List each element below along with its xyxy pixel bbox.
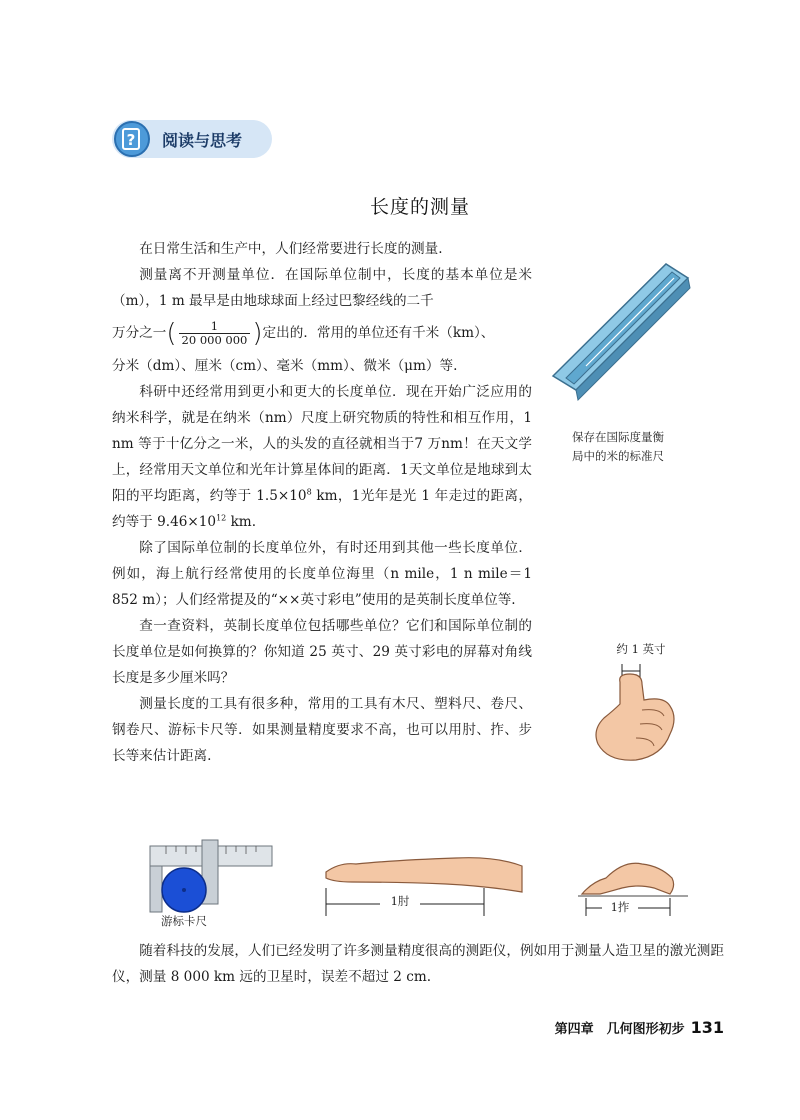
paragraph-1: 在日常生活和生产中，人们经常要进行长度的测量.: [139, 241, 443, 257]
paragraph-2b: 万分之一( $\frac{1}{20 000 000}$ )定出的．常用的单位还有千米（km）、: [112, 318, 495, 349]
paragraph-2a: 测量离不开测量单位．在国际单位制中，长度的基本单位是米（m），1 m 最早是由地球球面上经过巴黎经线的二千: [112, 267, 532, 309]
svg-text:?: ?: [126, 131, 136, 149]
paragraph-5: 查一查资料，英制长度单位包括哪些单位？它们和国际单位制的长度单位是如何换算的？你知道 25 英寸、29 英寸彩电的屏幕对角线长度是多少厘米吗？: [112, 617, 532, 686]
meter-caption-line-1: 保存在国际度量衡: [572, 430, 664, 444]
paragraph-3: 科研中还经常用到更小和更大的长度单位．现在开始广泛应用的纳米科学，就是在纳米（nm）尺度上研究物质的特性和相互作用，1 nm 等于十亿分之一米，人的头发的直径就相当于7 万nm！在天文学上，经常用天文单位和光年计算星体间的距离．1天文单位是地球到太阳的平均距离，约等于 $1.5\times 10^8$ km，1光年是光 1 年走过的距离，约等于 $9.46\times 10^{12}$ km.: [112, 383, 532, 530]
paragraph-2c: 分米（dm）、厘米（cm）、毫米（mm）、微米（μm）等.: [112, 357, 458, 374]
fraction-denominator: 20 000 000: [181, 333, 248, 347]
thumb-inch-illustration: [590, 660, 690, 770]
page-footer: [520, 1018, 724, 1037]
exponent-12: 12: [216, 512, 227, 522]
inch-label: 约 1 英寸: [616, 642, 666, 656]
span-label: 1拃: [602, 898, 638, 917]
page-title: 长度的测量: [369, 196, 470, 218]
meter-standard-caption: [548, 428, 688, 466]
paragraph-7: 随着科技的发展，人们已经发明了许多测量精度很高的测距仪，例如用于测量人造卫星的激光测距仪，测量 8 000 km 远的卫星时，误差不超过 2 cm.: [112, 943, 724, 985]
chapter-title: 第四章 几何图形初步: [554, 1022, 685, 1037]
elbow-length-illustration: [316, 846, 526, 920]
paragraph-2b-prefix: 万分之一: [112, 325, 167, 341]
section-badge-label: 阅读与思考: [162, 131, 243, 150]
exponent-8: 8: [306, 486, 312, 496]
elbow-label: 1肘: [380, 892, 420, 911]
main-text-column: [112, 236, 532, 769]
caliper-caption: 游标卡尺: [161, 914, 207, 928]
page-number: 131: [690, 1018, 724, 1037]
meter-standard-illustration: [548, 258, 698, 398]
fraction: [179, 320, 251, 347]
paragraph-2b-suffix: 定出的．常用的单位还有千米（km）、: [262, 325, 495, 341]
question-book-icon: [114, 121, 150, 157]
vernier-caliper-illustration: [146, 828, 276, 918]
paragraph-6: 测量长度的工具有很多种，常用的工具有木尺、塑料尺、卷尺、钢卷尺、游标卡尺等．如果测量精度要求不高，也可以用肘、拃、步长等来估计距离.: [112, 695, 532, 764]
paragraph-4: 除了国际单位制的长度单位外，有时还用到其他一些长度单位．例如，海上航行经常使用的长度单位海里（n mile，1 n mile＝1 852 m）；人们经常提及的“××英寸彩电”使用的是英制长度单位等.: [112, 539, 532, 608]
section-badge: [112, 120, 272, 158]
meter-caption-line-2: 局中的米的标准尺: [572, 449, 664, 463]
fraction-numerator: 1: [179, 320, 251, 334]
